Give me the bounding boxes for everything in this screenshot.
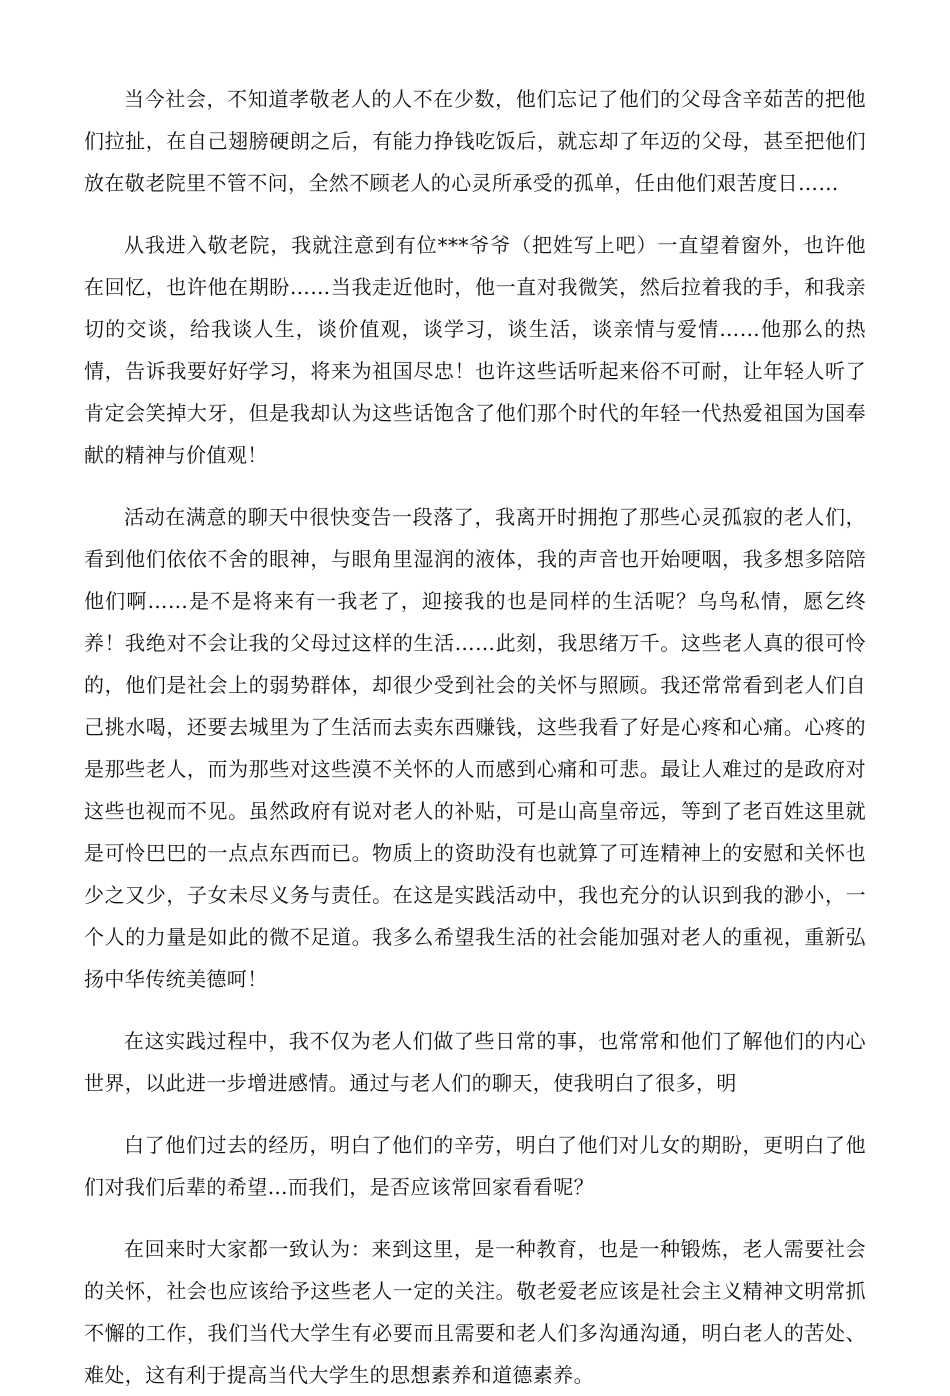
paragraph-4: 在这实践过程中，我不仅为老人们做了些日常的事，也常常和他们了解他们的内心世界，以此进一步增进感情。通过与老人们的聊天，使我明白了很多，明 <box>84 1029 866 1095</box>
paragraph-3: 活动在满意的聊天中很快变告一段落了，我离开时拥抱了那些心灵孤寂的老人们，看到他们依依不舍的眼神，与眼角里湿润的液体，我的声音也开始哽咽，我多想多陪陪他们啊……是不是将来有一我老了，迎接我的也是同样的生活呢？乌鸟私情，愿乞终养！我绝对不会让我的父母过这样的生活……此刻，我思绪万千。这些老人真的很可怜的，他们是社会上的弱势群体，却很少受到社会的关怀与照顾。我还常常看到老人们自己挑水喝，还要去城里为了生活而去卖东西赚钱，这些我看了好是心疼和心痛。心疼的是那些老人，而为那些对这些漠不关怀的人而感到心痛和可悲。最让人难过的是政府对这些也视而不见。虽然政府有说对老人的补贴，可是山高皇帝远，等到了老百姓这里就是可怜巴巴的一点点东西而已。物质上的资助没有也就算了可连精神上的安慰和关怀也少之又少，子女未尽义务与责任。在这是实践活动中，我也充分的认识到我的渺小，一个人的力量是如此的微不足道。我多么希望我生活的社会能加强对老人的重视，重新弘扬中华传统美德呵！ <box>84 505 866 991</box>
paragraph-5: 白了他们过去的经历，明白了他们的辛劳，明白了他们对儿女的期盼，更明白了他们对我们后辈的希望…而我们，是否应该常回家看看呢？ <box>84 1133 866 1199</box>
paragraph-2: 从我进入敬老院，我就注意到有位***爷爷（把姓写上吧）一直望着窗外，也许他在回忆，也许他在期盼……当我走近他时，他一直对我微笑，然后拉着我的手，和我亲切的交谈，给我谈人生，谈价值观，谈学习，谈生活，谈亲情与爱情……他那么的热情，告诉我要好好学习，将来为祖国尽忠！也许这些话听起来俗不可耐，让年轻人听了肯定会笑掉大牙，但是我却认为这些话饱含了他们那个时代的年轻一代热爱祖国为国奉献的精神与价值观！ <box>84 233 866 467</box>
paragraph-6: 在回来时大家都一致认为：来到这里，是一种教育，也是一种锻炼，老人需要社会的关怀，社会也应该给予这些老人一定的关注。敬老爱老应该是社会主义精神文明常抓不懈的工作，我们当代大学生有必要而且需要和老人们多沟通沟通，明白老人的苦处、难处，这有利于提高当代大学生的思想素养和道德素养。 <box>84 1237 866 1387</box>
paragraph-1: 当今社会，不知道孝敬老人的人不在少数，他们忘记了他们的父母含辛茹苦的把他们拉扯，在自己翅膀硬朗之后，有能力挣钱吃饭后，就忘却了年迈的父母，甚至把他们放在敬老院里不管不问，全然不顾老人的心灵所承受的孤单，任由他们艰苦度日…… <box>84 87 866 195</box>
